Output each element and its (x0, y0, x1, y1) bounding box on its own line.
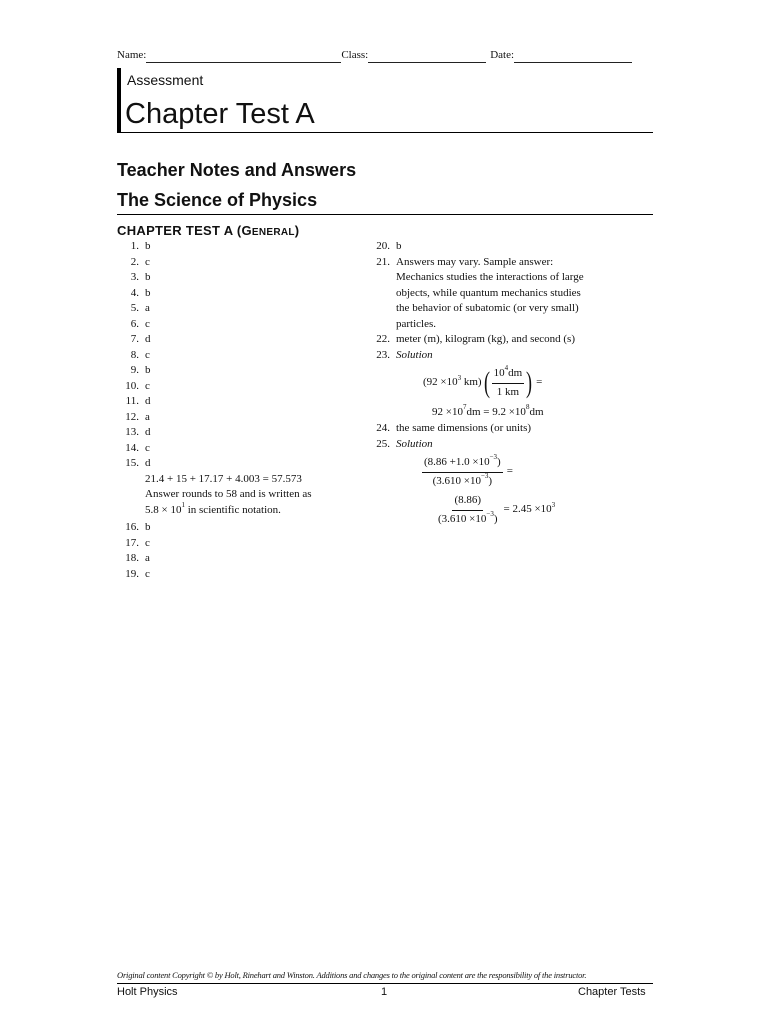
answer-value: b (396, 240, 402, 252)
answer-item (117, 239, 367, 255)
test-heading-suffix: ) (294, 223, 300, 238)
q23-eq2-c: dm (529, 406, 544, 418)
q25-f1-denominator (431, 473, 495, 490)
q25-equation-2 (436, 493, 658, 527)
q25-f1-den-exp: −3 (480, 471, 489, 480)
q23-equation-1 (423, 364, 658, 402)
answer-value: d (145, 457, 151, 469)
q23-eq1-num-unit: dm (508, 367, 523, 379)
answer-number: 7. (130, 333, 139, 345)
class-label: Class: (341, 49, 369, 61)
answer-item (117, 441, 367, 457)
answer-item (117, 270, 367, 286)
q21-line: Answers may vary. Sample answer: (396, 255, 554, 268)
q21-line: particles. (396, 317, 437, 330)
answer-item (117, 394, 367, 410)
q25-equation-1 (422, 455, 658, 489)
answer-item (117, 286, 367, 302)
answer-item (117, 255, 367, 271)
q23-eq1-left-base: (92 ×10 (423, 376, 458, 389)
answer-item-25 (368, 437, 658, 453)
q25-f2-denominator (436, 511, 500, 528)
q23-equation-2 (432, 403, 658, 421)
answer-item (117, 363, 367, 379)
subject-rule (117, 214, 653, 215)
answer-number: 21. (376, 255, 390, 268)
answer-value: a (145, 410, 150, 423)
q25-f1-den-a: (3.610 ×10 (432, 474, 481, 487)
right-paren: ) (526, 366, 533, 399)
answer-value: d (145, 395, 151, 407)
q23-eq1-numerator (492, 366, 525, 384)
q23-eq1-num-exp: 4 (504, 364, 509, 373)
answer-value: b (145, 271, 151, 283)
test-heading (117, 223, 299, 238)
q25-f1-equals: = (506, 465, 513, 478)
answer-value: d (145, 426, 151, 438)
q23-eq1-left-unit: km) (461, 376, 482, 389)
answer-item (117, 332, 367, 348)
answer-number: 3. (130, 271, 139, 283)
answer-item-20 (368, 239, 658, 255)
answer-number: 25. (376, 437, 390, 450)
section-label: Assessment (127, 72, 204, 88)
q25-f2-den-b: ) (493, 512, 498, 525)
date-label: Date: (490, 49, 515, 61)
answer-number: 2. (130, 255, 139, 268)
answer-item (117, 348, 367, 364)
q23-eq1-left (423, 375, 482, 391)
answer-item-23 (368, 348, 658, 364)
answer-value: c (145, 379, 150, 392)
answer-number: 10. (125, 379, 139, 392)
answer-number: 11. (125, 395, 139, 407)
answer-value: b (145, 364, 151, 376)
q25-f1-den-b: ) (488, 474, 493, 487)
answer-value: a (145, 302, 150, 314)
q21-line: the behavior of subatomic (or very small) (396, 302, 579, 314)
answer-number: 17. (125, 536, 139, 549)
q25-f2-result-exp: 3 (551, 500, 556, 509)
q25-f1-num-b: ) (497, 456, 501, 468)
left-paren: ( (483, 366, 490, 399)
q15-line-3-post: in scientific notation. (184, 503, 281, 516)
answer-number: 1. (130, 240, 139, 252)
answer-number: 13. (125, 426, 139, 438)
student-info-line (117, 47, 653, 63)
subject-heading: The Science of Physics (117, 190, 318, 210)
answer-number: 18. (125, 552, 139, 564)
q21-answer-text (396, 255, 584, 333)
q25-f2-fraction (436, 493, 500, 527)
answer-item (117, 317, 367, 333)
copyright-notice: Original content Copyright © by Holt, Rinehart and Winston. Additions and changes to the original content are the responsibility of the instructor. (117, 970, 587, 980)
notes-heading: Teacher Notes and Answers (117, 160, 357, 180)
answer-item (117, 536, 367, 552)
footer-rule (117, 983, 653, 984)
q23-eq2-b-exp: 8 (525, 403, 530, 412)
name-label: Name: (117, 49, 147, 61)
name-blank (146, 50, 341, 63)
q23-eq1-left-exp: 3 (457, 373, 462, 382)
answer-item (117, 425, 367, 441)
answer-number: 5. (130, 302, 139, 314)
answer-value: c (145, 348, 150, 361)
q25-f2-result-base: = 2.45 ×10 (503, 503, 552, 516)
answer-number: 24. (376, 422, 390, 434)
answer-number: 20. (376, 240, 390, 252)
answer-value: a (145, 552, 150, 564)
answer-number: 12. (125, 410, 139, 423)
q15-line-2: Answer rounds to 58 and is written as (145, 488, 312, 500)
q21-line: objects, while quantum mechanics studies (396, 286, 581, 299)
title-bar (117, 68, 121, 132)
q25-f1-num-a: (8.86 +1.0 ×10 (424, 456, 490, 468)
answer-item (117, 379, 367, 395)
answer-item-21 (368, 255, 658, 333)
answer-number: 6. (130, 317, 139, 330)
answer-number: 16. (125, 521, 139, 533)
answer-number: 23. (376, 348, 390, 361)
q23-eq2-a: 92 ×10 (432, 406, 463, 418)
answer-item (117, 520, 367, 536)
answer-value: the same dimensions (or units) (396, 422, 532, 434)
answer-number: 22. (376, 333, 390, 345)
answer-item (117, 551, 367, 567)
class-blank (368, 50, 486, 63)
answer-value: c (145, 567, 150, 580)
answer-value: d (145, 333, 151, 345)
q25-f1-numerator (422, 455, 503, 473)
test-heading-general-rest: ENERAL (251, 227, 295, 238)
q23-eq1-equals: = (536, 376, 543, 389)
answer-item (117, 567, 367, 583)
answer-number: 4. (130, 286, 139, 299)
answer-value: meter (m), kilogram (kg), and second (s) (396, 333, 575, 345)
q23-eq1-denominator: 1 km (496, 385, 520, 398)
footer-book-title: Holt Physics (117, 986, 178, 998)
q25-f1-fraction (422, 455, 503, 489)
solution-label: Solution (396, 437, 433, 450)
answer-item (117, 456, 367, 472)
footer-page-number: 1 (381, 986, 388, 998)
title-rule (117, 132, 653, 133)
q15-work (117, 472, 367, 519)
answer-number: 8. (130, 348, 139, 361)
q15-line-3-pre: 5.8 × 10 (145, 503, 182, 516)
answer-number: 9. (130, 364, 139, 376)
q15-line-3 (145, 500, 367, 519)
q25-f2-den-exp: −3 (486, 509, 494, 518)
q21-line: Mechanics studies the interactions of large (396, 271, 584, 283)
q23-eq2-b: dm = 9.2 ×10 (466, 406, 526, 418)
left-answer-column (117, 239, 367, 582)
answer-number: 14. (125, 441, 139, 454)
answer-value: b (145, 240, 151, 252)
answer-number: 19. (125, 567, 139, 580)
q25-f1-num-exp: −3 (489, 453, 498, 462)
q15-line-1: 21.4 + 15 + 17.17 + 4.003 = 57.573 (145, 472, 302, 485)
footer-section: Chapter Tests (578, 986, 646, 998)
answer-value: c (145, 536, 150, 549)
page-title: Chapter Test A (125, 98, 315, 130)
answer-value: b (145, 286, 151, 299)
q25-f2-den-a: (3.610 ×10 (438, 512, 487, 525)
answer-value: c (145, 255, 150, 268)
answer-value: c (145, 441, 150, 454)
answer-list-1-15 (117, 239, 367, 472)
answer-item-22 (368, 332, 658, 348)
q23-eq2-a-exp: 7 (462, 403, 467, 412)
test-heading-general: GENERAL (241, 223, 295, 238)
q15-line-3-exp: 1 (181, 500, 185, 509)
q23-eq1-fraction (492, 366, 525, 400)
answer-value: c (145, 317, 150, 330)
answer-list-16-19 (117, 520, 367, 582)
answer-value: b (145, 521, 151, 533)
answer-item (117, 301, 367, 317)
q25-f2-numerator: (8.86) (452, 493, 483, 511)
q25-f2-result (504, 502, 556, 518)
right-answer-column (368, 239, 658, 527)
date-blank (514, 50, 632, 63)
solution-label: Solution (396, 348, 433, 361)
answer-item (117, 410, 367, 426)
answer-number: 15. (125, 457, 139, 469)
q23-eq1-num-base: 10 (493, 367, 505, 379)
test-heading-prefix: CHAPTER TEST A ( (117, 223, 242, 238)
answer-item-24 (368, 421, 658, 437)
